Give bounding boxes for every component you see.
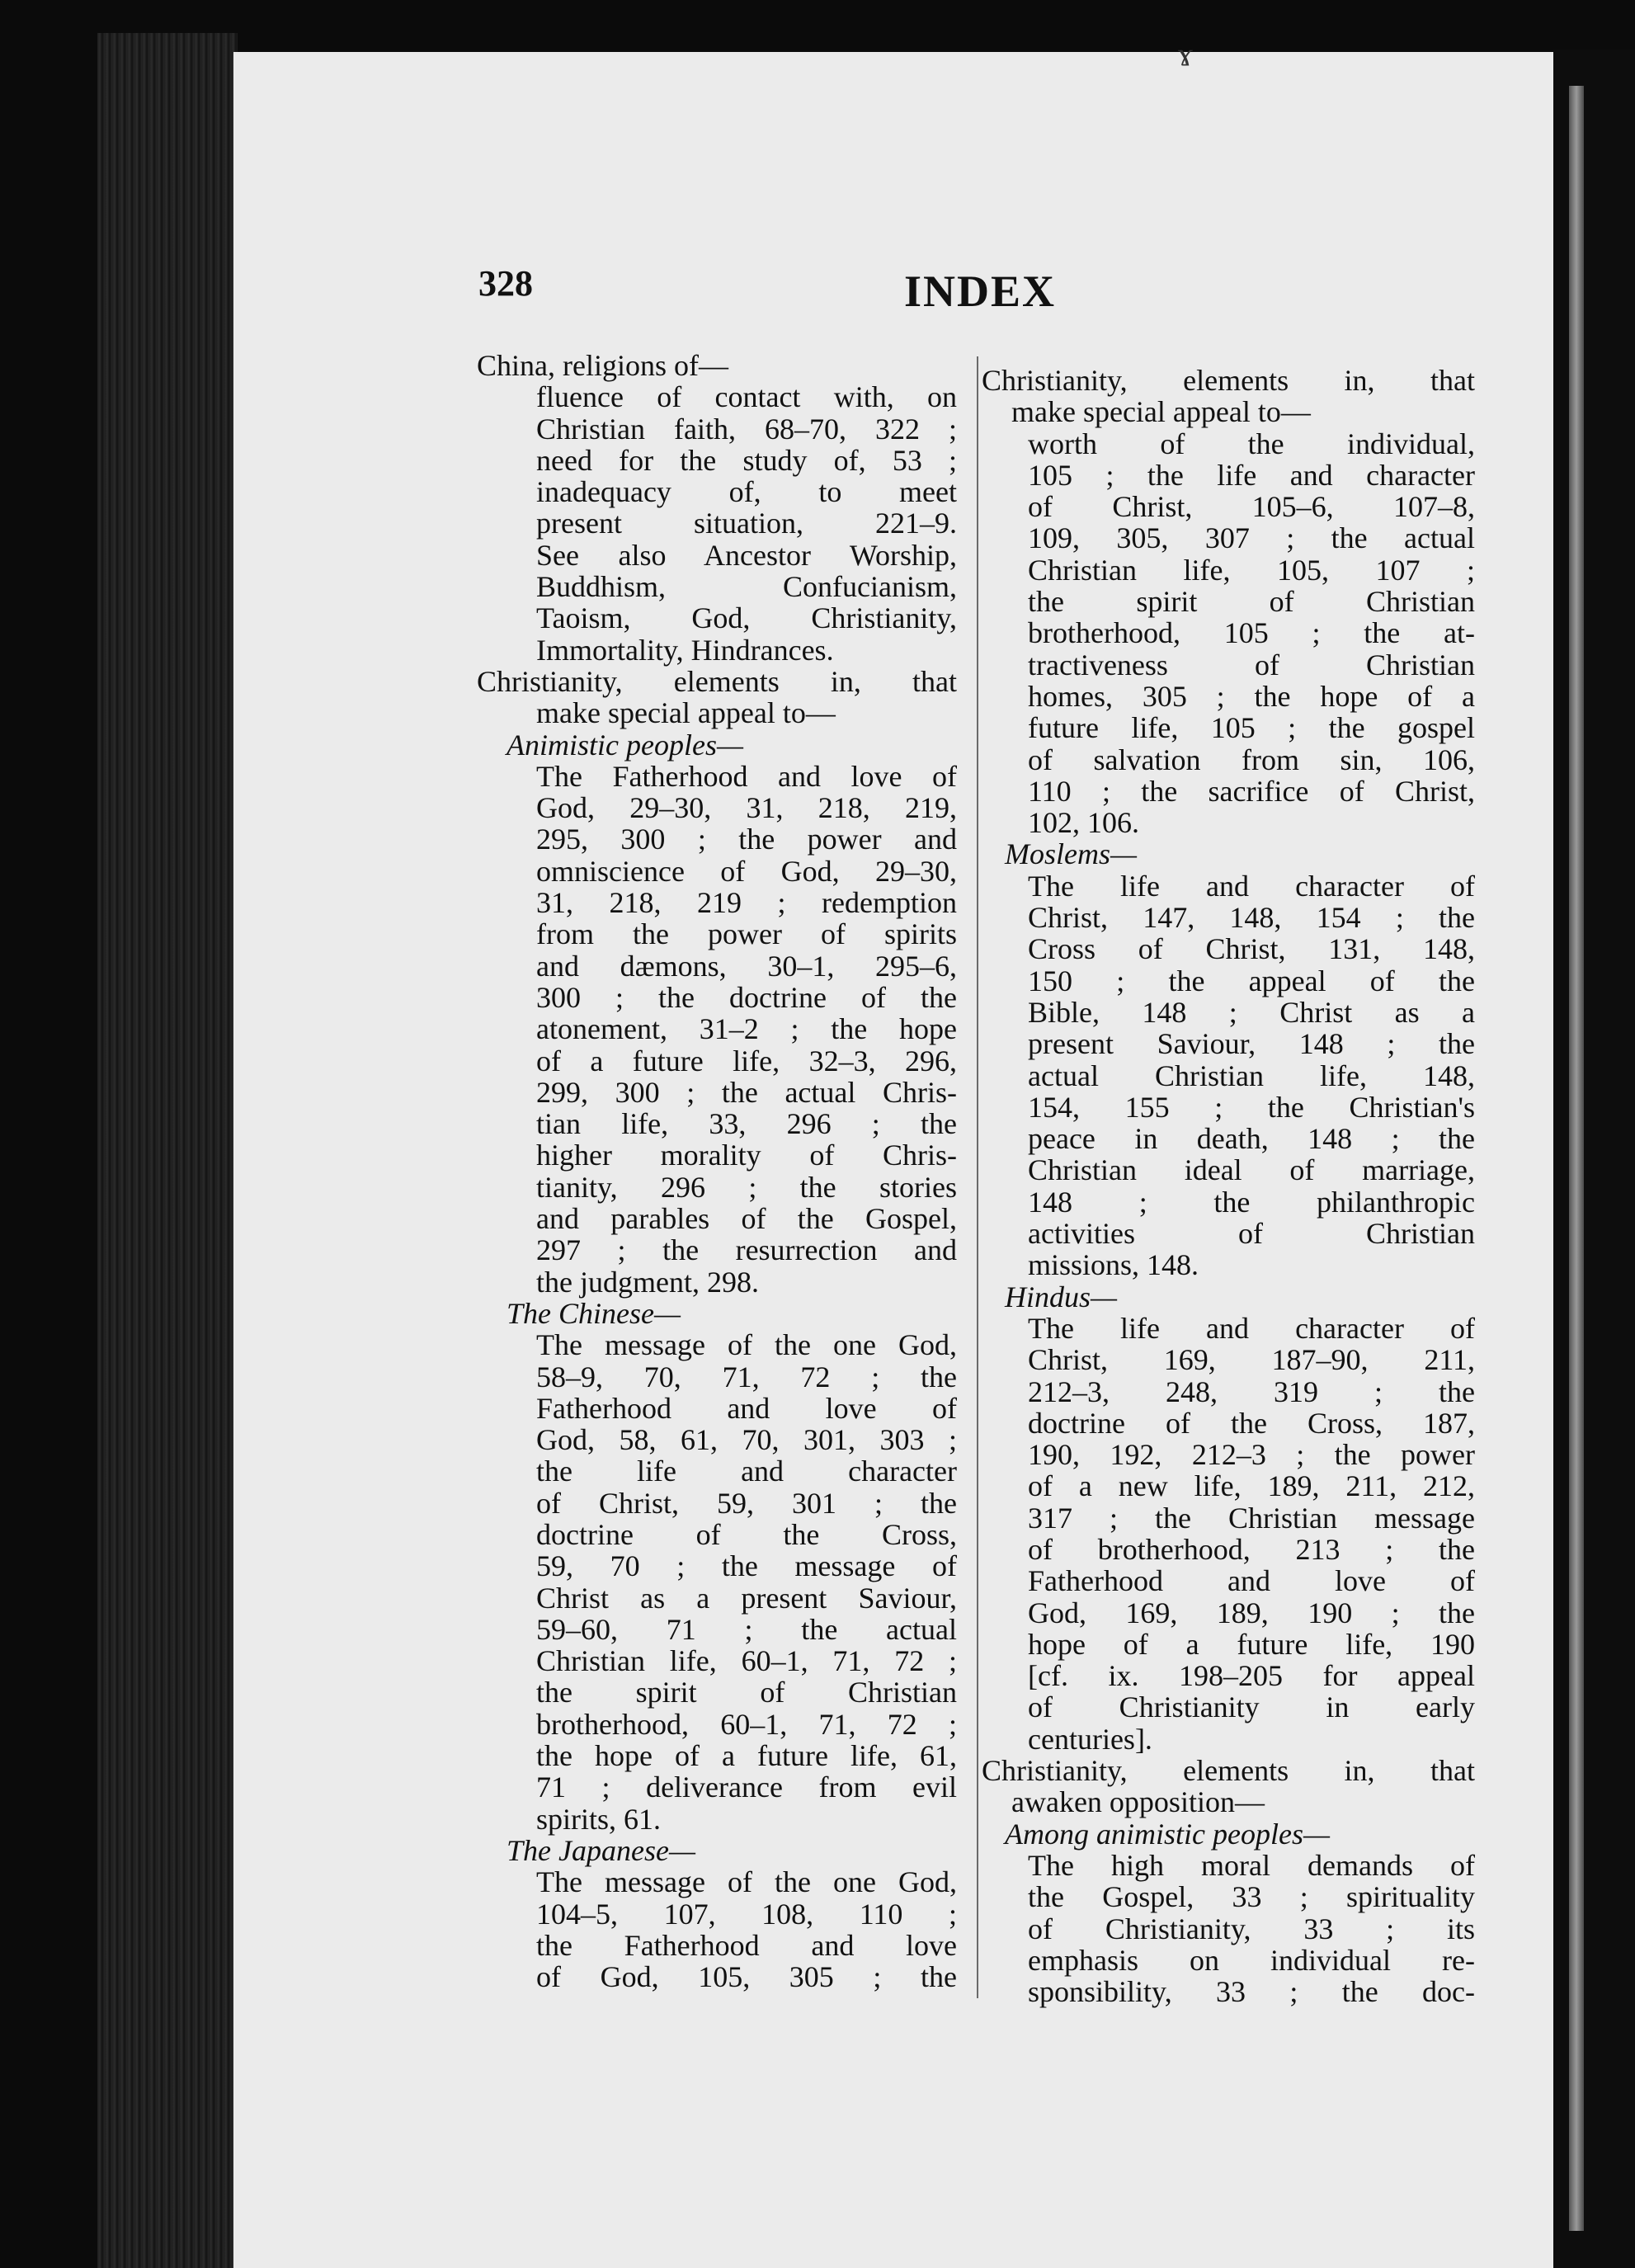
index-entry-line: 102, 106. (1028, 806, 1139, 840)
index-subheading: Moslems— (1005, 837, 1137, 871)
index-entry-line: 317 ; the Christian message (1028, 1501, 1475, 1535)
index-entry-line: brotherhood, 105 ; the at- (1028, 616, 1475, 650)
index-entry-line: Christian life, 60–1, 71, 72 ; (536, 1644, 957, 1678)
index-entry-line: inadequacy of, to meet (536, 475, 957, 509)
index-entry-line: activities of Christian (1028, 1217, 1475, 1251)
index-entry-line: Christ, 147, 148, 154 ; the (1028, 901, 1475, 935)
index-column-left (477, 350, 957, 1992)
index-entry-line: of Christianity, 33 ; its (1028, 1912, 1475, 1945)
index-entry-line: tractiveness of Christian (1028, 648, 1475, 681)
index-entry-line: 71 ; deliverance from evil (536, 1771, 957, 1804)
index-entry-line: 299, 300 ; the actual Chris- (536, 1075, 957, 1109)
index-entry-line: doctrine of the Cross, (536, 1517, 957, 1551)
index-entry-line: the hope of a future life, 61, (536, 1739, 957, 1773)
book-spine-edge (97, 33, 238, 2268)
index-entry-line: 190, 192, 212–3 ; the power (1028, 1438, 1475, 1472)
index-entry-line: Christian faith, 68–70, 322 ; (536, 412, 957, 446)
index-entry-line: centuries]. (1028, 1722, 1152, 1756)
index-entry-line: Christian ideal of marriage, (1028, 1153, 1475, 1187)
index-entry-line: The message of the one God, (536, 1328, 957, 1362)
index-entry-line: make special appeal to— (1011, 395, 1311, 429)
index-entry-line: of Christianity in early (1028, 1690, 1475, 1724)
index-entry-line: from the power of spirits (536, 917, 957, 951)
index-entry-line: Immortality, Hindrances. (536, 633, 834, 667)
index-entry-line: Cross of Christ, 131, 148, (1028, 932, 1475, 966)
index-entry-line: God, 169, 189, 190 ; the (1028, 1596, 1475, 1629)
index-entry-line: of brotherhood, 213 ; the (1028, 1532, 1475, 1566)
index-entry-line: the life and character (536, 1455, 957, 1488)
index-entry-line: emphasis on individual re- (1028, 1943, 1475, 1977)
index-entry-line: tian life, 33, 296 ; the (536, 1107, 957, 1141)
page-number: 328 (478, 263, 533, 304)
index-entry-line: 212–3, 248, 319 ; the (1028, 1374, 1475, 1408)
index-column-right (982, 365, 1475, 2007)
index-entry-line: The high moral demands of (1028, 1848, 1475, 1882)
index-entry-line: atonement, 31–2 ; the hope (536, 1012, 957, 1046)
corner-mark: ɤ (1178, 35, 1193, 73)
index-entry-line: of a new life, 189, 211, 212, (1028, 1469, 1475, 1503)
page-title: INDEX (904, 266, 1057, 316)
index-entry-line: and dæmons, 30–1, 295–6, (536, 949, 957, 983)
right-page-edge (1553, 50, 1635, 2268)
index-subheading: Animistic peoples— (507, 728, 743, 762)
index-entry-line: Christ as a present Saviour, (536, 1581, 957, 1615)
index-subheading: The Japanese— (507, 1833, 695, 1867)
index-entry-line: Fatherhood and love of (1028, 1564, 1475, 1598)
index-entry-line: fluence of contact with, on (536, 380, 957, 414)
index-entry-line: God, 58, 61, 70, 301, 303 ; (536, 1423, 957, 1457)
index-subheading: Hindus— (1005, 1280, 1118, 1313)
index-entry-line: hope of a future life, 190 (1028, 1627, 1475, 1661)
index-entry-line: peace in death, 148 ; the (1028, 1122, 1475, 1156)
index-entry-line: 109, 305, 307 ; the actual (1028, 521, 1475, 555)
index-entry-line: 295, 300 ; the power and (536, 823, 957, 856)
index-entry-line: omniscience of God, 29–30, (536, 854, 957, 888)
index-entry-line: The Fatherhood and love of (536, 759, 957, 793)
index-entry-line: 300 ; the doctrine of the (536, 980, 957, 1014)
index-entry-line: 148 ; the philanthropic (1028, 1185, 1475, 1219)
index-entry-line: the spirit of Christian (1028, 585, 1475, 619)
column-divider (977, 356, 978, 1998)
index-entry-line: brotherhood, 60–1, 71, 72 ; (536, 1707, 957, 1741)
index-entry-line: present Saviour, 148 ; the (1028, 1027, 1475, 1061)
index-entry-line: future life, 105 ; the gospel (1028, 711, 1475, 745)
index-entry-line: actual Christian life, 148, (1028, 1059, 1475, 1092)
index-entry-line: [cf. ix. 198–205 for appeal (1028, 1659, 1475, 1693)
index-entry-line: Bible, 148 ; Christ as a (1028, 995, 1475, 1029)
index-entry-line: missions, 148. (1028, 1248, 1199, 1282)
index-entry-line: 297 ; the resurrection and (536, 1233, 957, 1267)
index-entry-line: 31, 218, 219 ; redemption (536, 886, 957, 920)
index-entry-line: 104–5, 107, 108, 110 ; (536, 1897, 957, 1931)
index-entry-line: 110 ; the sacrifice of Christ, (1028, 774, 1475, 808)
index-subheading: Among animistic peoples— (1005, 1817, 1330, 1851)
index-entry-line: of Christ, 105–6, 107–8, (1028, 490, 1475, 524)
index-entry-line: 154, 155 ; the Christian's (1028, 1090, 1475, 1124)
index-entry-line: 59–60, 71 ; the actual (536, 1612, 957, 1646)
index-entry-line: present situation, 221–9. (536, 507, 957, 540)
index-entry-line: spirits, 61. (536, 1802, 662, 1836)
index-entry-line: Buddhism, Confucianism, (536, 570, 957, 604)
index-entry-line: of Christ, 59, 301 ; the (536, 1486, 957, 1520)
index-entry-line: of God, 105, 305 ; the (536, 1960, 957, 1994)
index-entry-line: Fatherhood and love of (536, 1391, 957, 1425)
index-entry-line: Taoism, God, Christianity, (536, 601, 957, 635)
index-entry-line: make special appeal to— (536, 696, 836, 730)
index-entry-line: need for the study of, 53 ; (536, 443, 957, 477)
index-entry-line: 105 ; the life and character (1028, 458, 1475, 492)
index-entry-line: homes, 305 ; the hope of a (1028, 679, 1475, 713)
index-entry-line: 59, 70 ; the message of (536, 1549, 957, 1583)
index-entry-line: The message of the one God, (536, 1865, 957, 1899)
index-entry-line: awaken opposition— (1011, 1785, 1265, 1819)
index-entry-line: of salvation from sin, 106, (1028, 743, 1475, 776)
index-entry-line: 150 ; the appeal of the (1028, 964, 1475, 997)
index-entry-line: the spirit of Christian (536, 1676, 957, 1709)
index-entry-line: Christianity, elements in, that (982, 1754, 1475, 1788)
index-entry-line: Christian life, 105, 107 ; (1028, 553, 1475, 587)
index-entry-line: worth of the individual, (1028, 427, 1475, 460)
index-entry-line: the judgment, 298. (536, 1265, 759, 1299)
index-entry-line: 58–9, 70, 71, 72 ; the (536, 1360, 957, 1393)
index-subheading: The Chinese— (507, 1296, 681, 1330)
index-entry-line: Christianity, elements in, that (477, 664, 957, 698)
index-entry-line: China, religions of— (477, 349, 728, 382)
index-entry-line: Christ, 169, 187–90, 211, (1028, 1343, 1475, 1377)
index-entry-line: The life and character of (1028, 869, 1475, 903)
index-entry-line: See also Ancestor Worship, (536, 538, 957, 572)
index-entry-line: and parables of the Gospel, (536, 1202, 957, 1236)
index-entry-line: tianity, 296 ; the stories (536, 1170, 957, 1204)
index-entry-line: of a future life, 32–3, 296, (536, 1044, 957, 1077)
index-entry-line: the Fatherhood and love (536, 1928, 957, 1962)
index-entry-line: God, 29–30, 31, 218, 219, (536, 791, 957, 825)
index-entry-line: Christianity, elements in, that (982, 364, 1475, 397)
index-entry-line: higher morality of Chris- (536, 1139, 957, 1172)
right-page-strip (1569, 86, 1584, 2231)
index-entry-line: sponsibility, 33 ; the doc- (1028, 1975, 1475, 2009)
index-entry-line: The life and character of (1028, 1311, 1475, 1345)
index-entry-line: the Gospel, 33 ; spirituality (1028, 1880, 1475, 1914)
index-entry-line: doctrine of the Cross, 187, (1028, 1406, 1475, 1440)
